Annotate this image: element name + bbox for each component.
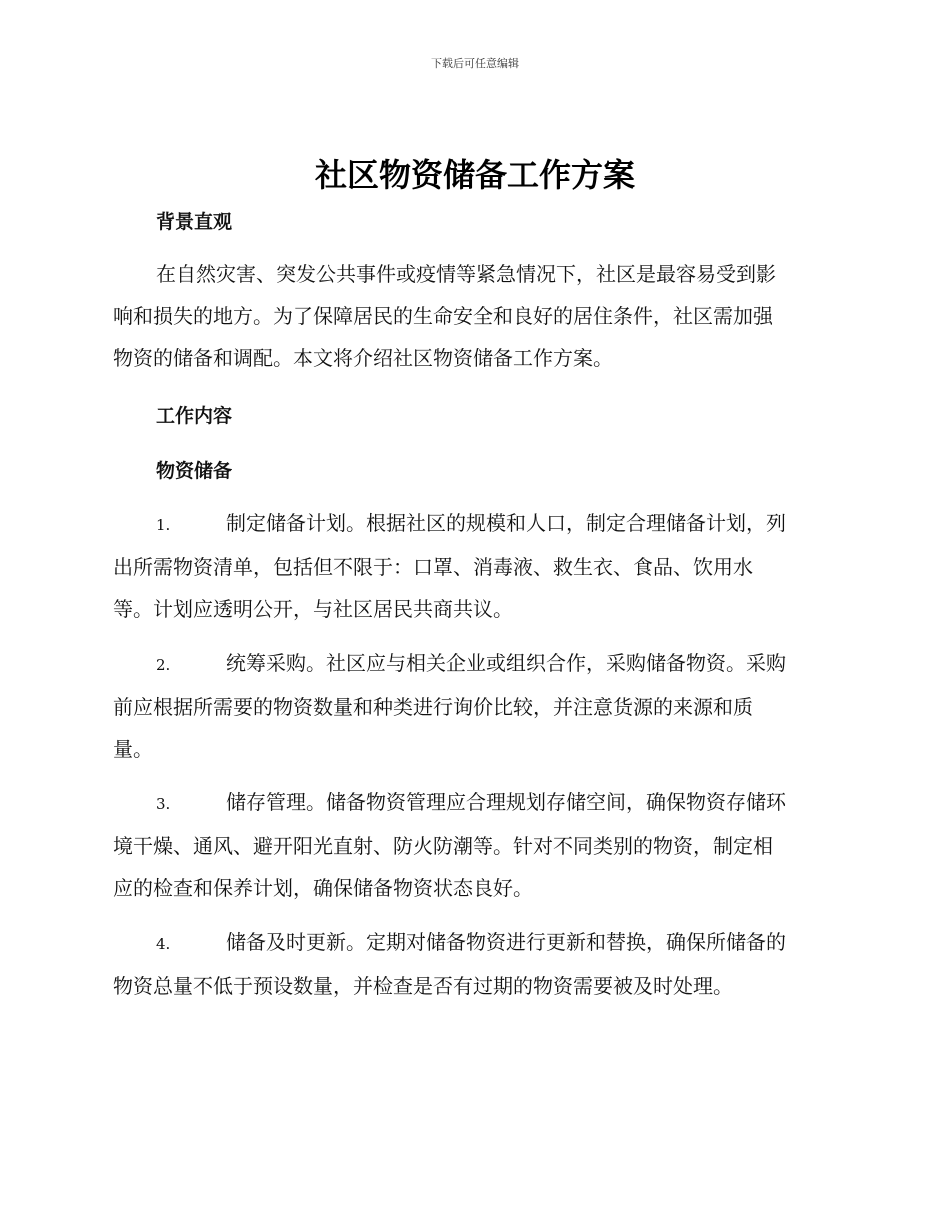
list-item-4: [113, 921, 835, 1007]
header-note: 下载后可任意编辑: [431, 57, 519, 70]
list-item-text: 储备及时更新。定期对储备物资进行更新和替换，确保所储备的: [226, 930, 786, 954]
list-item-text: 应的检查和保养计划，确保储备物资状态良好。: [113, 876, 533, 900]
list-item-text: 前应根据所需要的物资数量和种类进行询价比较，并注意货源的来源和质: [113, 695, 753, 719]
heading-work-content: 工作内容: [156, 405, 233, 427]
list-item-3: [113, 781, 835, 909]
list-item-text: 物资总量不低于预设数量，并检查是否有过期的物资需要被及时处理。: [113, 974, 733, 998]
heading-background: 背景直观: [156, 211, 233, 233]
document-title: 社区物资储备工作方案: [314, 156, 635, 194]
paragraph-line: 物资的储备和调配。本文将介绍社区物资储备工作方案。: [113, 346, 613, 370]
list-item-2: [113, 642, 835, 770]
background-paragraph: [113, 253, 835, 379]
list-item-text: 储存管理。储备物资管理应合理规划存储空间，确保物资存储环: [226, 790, 786, 814]
list-item-text: 境干燥、通风、避开阳光直射、防火防潮等。针对不同类别的物资，制定相: [113, 834, 773, 858]
list-number: 1.: [156, 516, 171, 534]
list-number: 3.: [156, 795, 171, 813]
heading-material-reserve: 物资储备: [156, 460, 233, 482]
list-item-text: 统筹采购。社区应与相关企业或组织合作，采购储备物资。采购: [226, 651, 786, 675]
list-number: 2.: [156, 656, 171, 674]
list-item-text: 制定储备计划。根据社区的规模和人口，制定合理储备计划，列: [226, 511, 786, 535]
paragraph-line: 在自然灾害、突发公共事件或疫情等紧急情况下，社区是最容易受到影: [156, 262, 776, 286]
list-item-text: 等。计划应透明公开，与社区居民共商共议。: [113, 597, 513, 621]
list-item-text: 出所需物资清单，包括但不限于：口罩、消毒液、救生衣、食品、饮用水: [113, 555, 753, 579]
paragraph-line: 响和损失的地方。为了保障居民的生命安全和良好的居住条件，社区需加强: [113, 304, 773, 328]
list-number: 4.: [156, 935, 171, 953]
list-item-text: 量。: [113, 737, 153, 761]
list-item-1: [113, 502, 835, 630]
